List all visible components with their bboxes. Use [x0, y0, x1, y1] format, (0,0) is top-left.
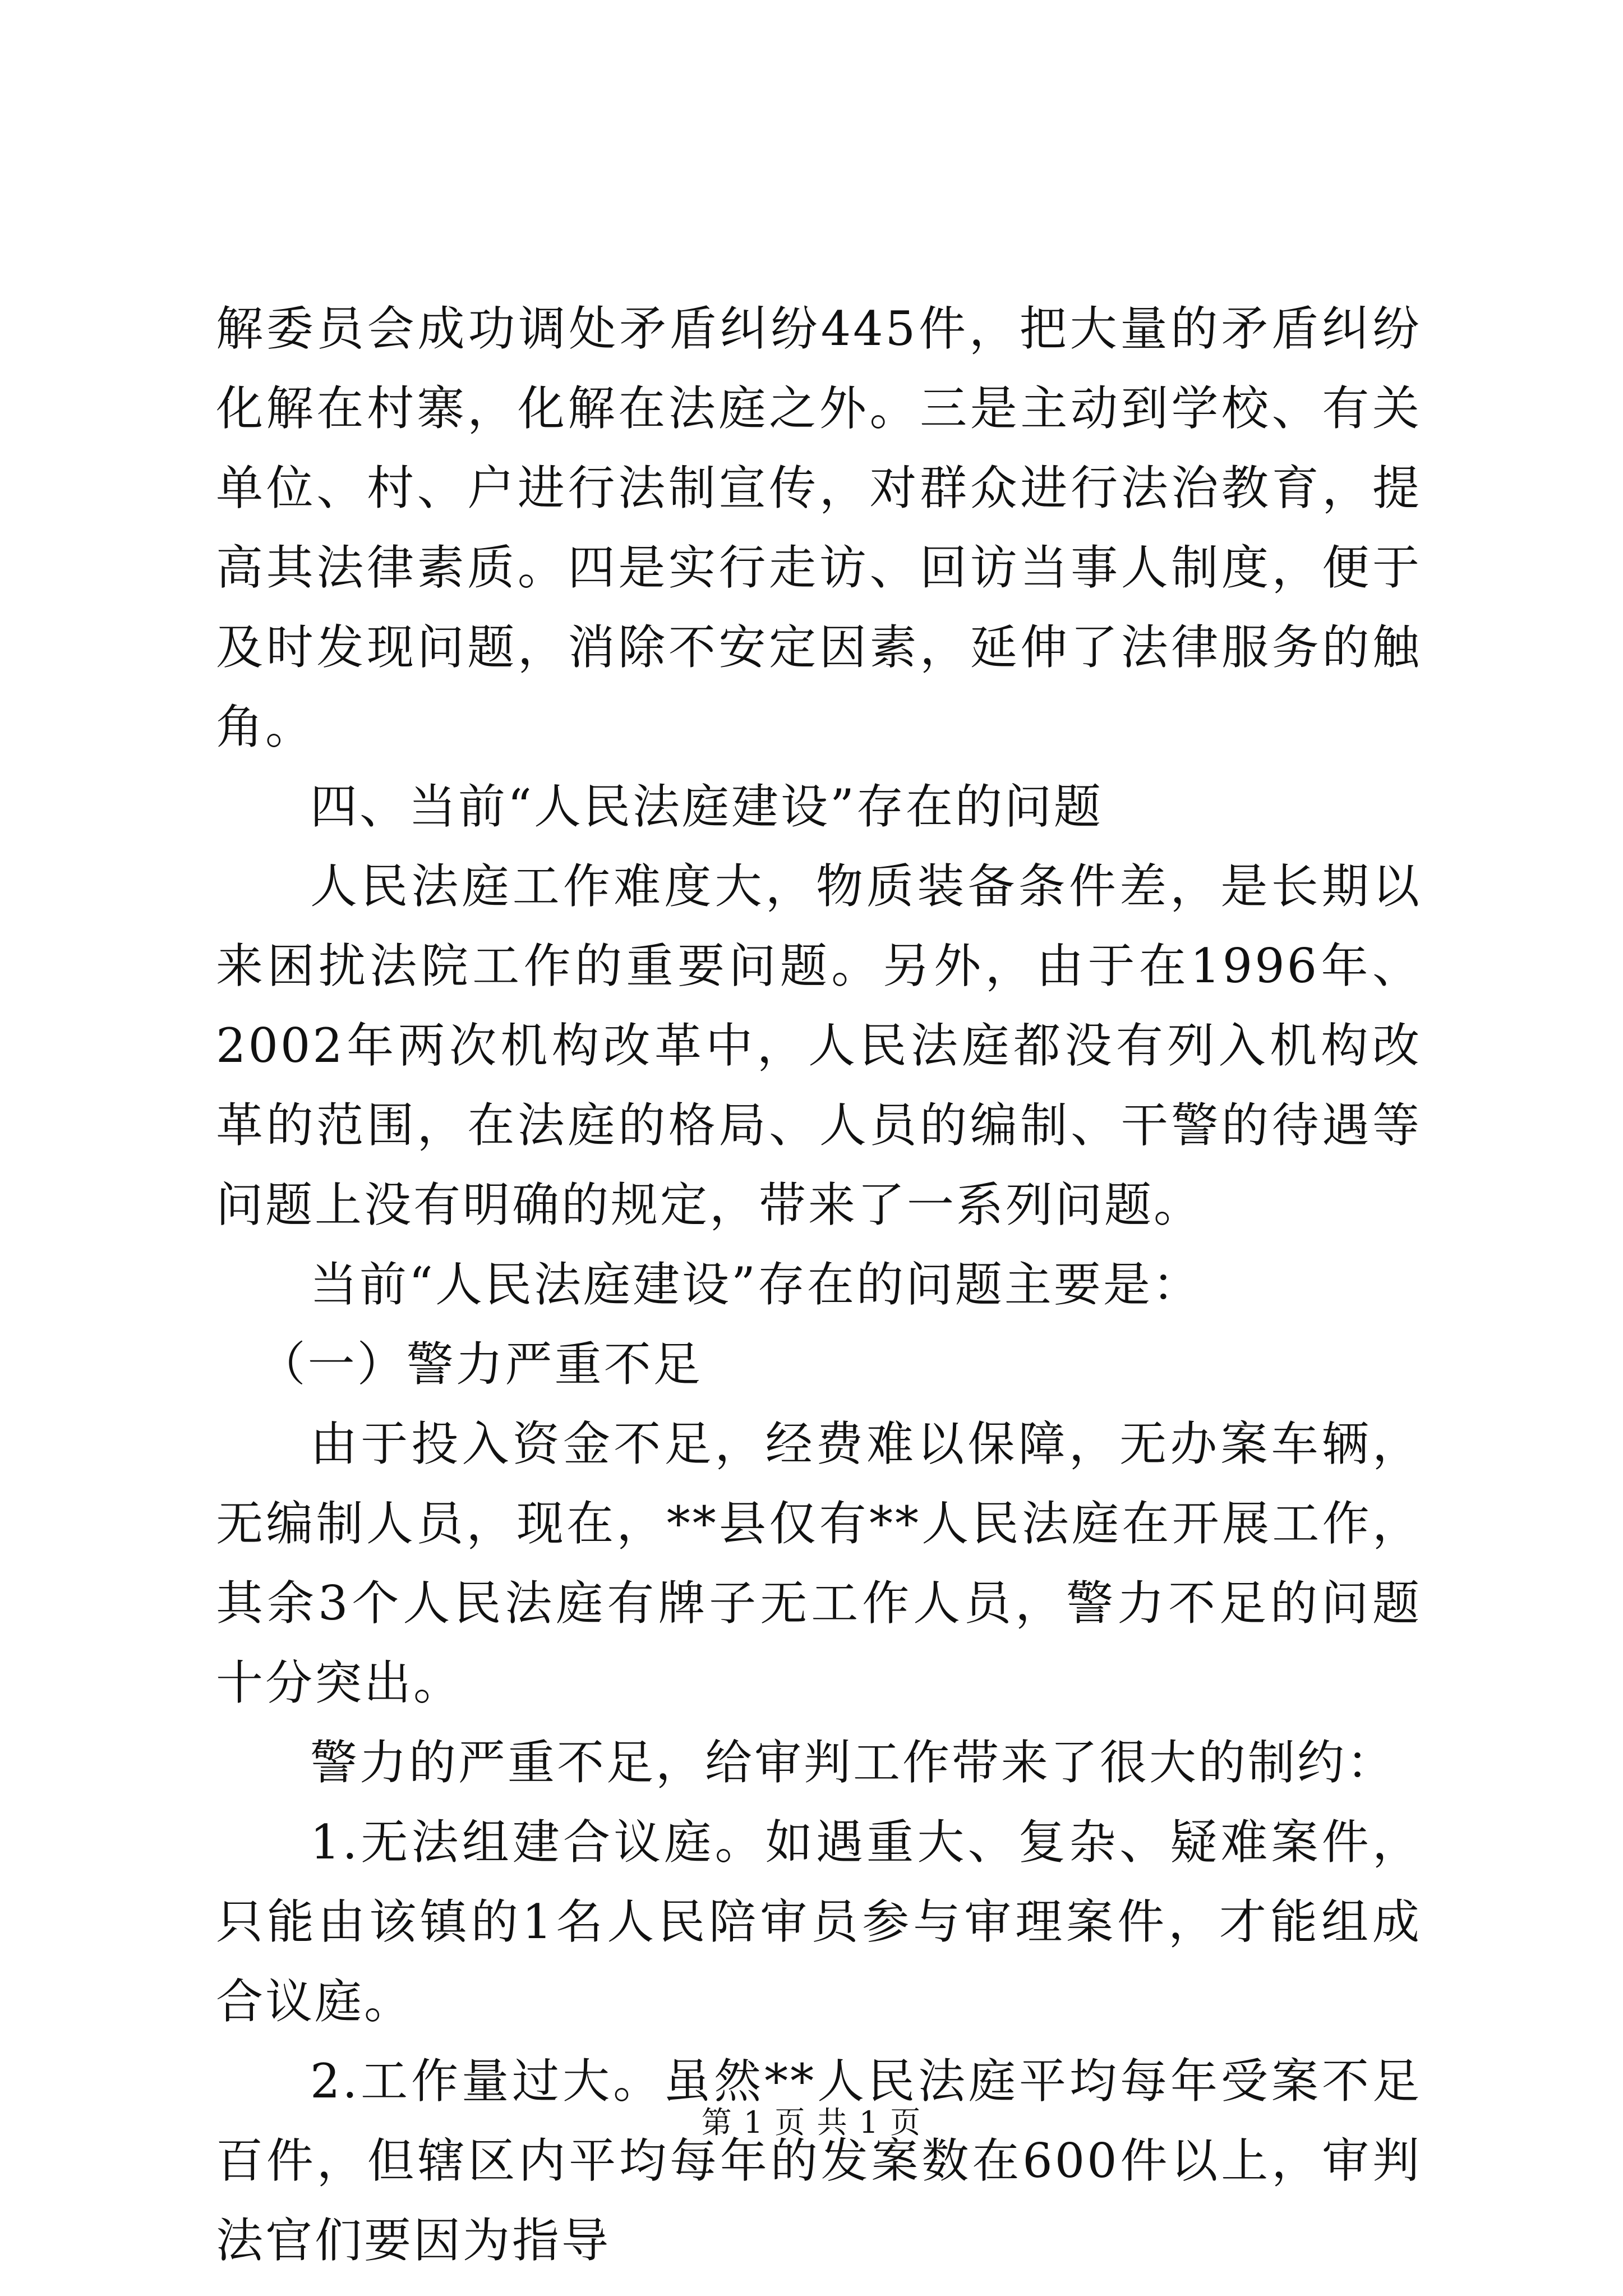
- paragraph-police-shortage: 由于投入资金不足，经费难以保障，无办案车辆，无编制人员，现在，**县仅有**人民法庭在开展工作，其余3个人民法庭有牌子无工作人员，警力不足的问题十分突出。: [216, 1416, 1422, 1710]
- list-item-2: 2.工作量过大。虽然**人民法庭平均每年受案不足百件，但辖区内平均每年的发案数在600件以上，审判法官们要因为指导: [216, 2054, 1422, 2268]
- paragraph-intro: 人民法庭工作难度大，物质装备条件差，是长期以来困扰法院工作的重要问题。另外，由于在1996年、2002年两次机构改革中，人民法庭都没有列入机构改革的范围，在法庭的格局、人员的编制、干警的待遇等问题上没有明确的规定，带来了一系列问题。: [216, 859, 1422, 1232]
- section-heading-four: 四、当前“人民法庭建设”存在的问题: [310, 779, 1103, 834]
- paragraph-main-problems: 当前“人民法庭建设”存在的问题主要是：: [310, 1257, 1202, 1312]
- document-body: [216, 289, 1422, 2280]
- list-item-1: 1.无法组建合议庭。如遇重大、复杂、疑难案件，只能由该镇的1名人民陪审员参与审理案件，才能组成合议庭。: [216, 1815, 1422, 2029]
- subheading-police-shortage: （一）警力严重不足: [258, 1337, 703, 1392]
- page-footer: [0, 2105, 1623, 2141]
- page-number-label: 第 1 页 共 1 页: [701, 2105, 922, 2140]
- paragraph-constraints: 警力的严重不足，给审判工作带来了很大的制约：: [310, 1735, 1396, 1790]
- paragraph-continuation: 解委员会成功调处矛盾纠纷445件，把大量的矛盾纠纷化解在村寨，化解在法庭之外。三是主动到学校、有关单位、村、户进行法制宣传，对群众进行法治教育，提高其法律素质。四是实行走访、回访当事人制度，便于及时发现问题，消除不安定因素，延伸了法律服务的触角。: [216, 301, 1422, 754]
